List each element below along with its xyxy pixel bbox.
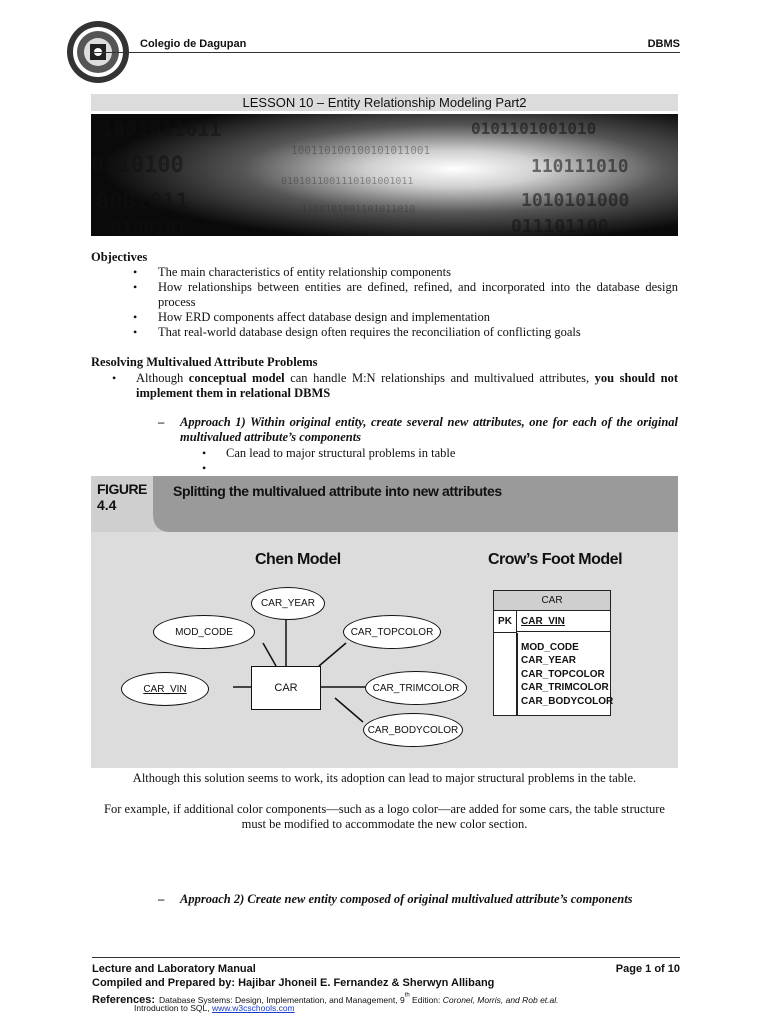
attr-car-topcolor: CAR_TOPCOLOR	[343, 615, 441, 649]
svg-text:1100101001101011010: 1100101001101011010	[301, 204, 416, 215]
section-heading: Resolving Multivalued Attribute Problems	[91, 355, 318, 369]
table-divider	[516, 633, 518, 715]
footer-reference-2: Introduction to SQL, www.w3cschools.com	[134, 1003, 295, 1013]
header-rule	[92, 52, 680, 53]
svg-text:110111010: 110111010	[531, 156, 629, 177]
objective-item: That real-world database design often requires the reconciliation of conflicting goals	[158, 325, 581, 339]
table-field: CAR_BODYCOLOR	[521, 695, 614, 707]
pk-field: CAR_VIN	[517, 611, 610, 632]
attr-car-trimcolor: CAR_TRIMCOLOR	[365, 671, 467, 705]
bullet-icon: •	[133, 325, 138, 339]
table-name: CAR	[494, 591, 610, 611]
svg-text:011101100: 011101100	[511, 216, 609, 236]
pk-label: PK	[494, 611, 517, 633]
table-field: CAR_YEAR	[521, 655, 577, 667]
dash-icon: –	[158, 892, 165, 906]
bullet-icon: •	[133, 280, 138, 294]
section-bullet-1: Although conceptual model can handle M:N relationships and multivalued attributes, you should not implement them in relational DBMS	[136, 371, 679, 400]
subject-label: DBMS	[647, 38, 680, 50]
bullet-icon: •	[112, 371, 117, 385]
svg-text:0100101: 0100101	[111, 218, 187, 236]
dash-icon: –	[158, 415, 165, 429]
approach-1-subitem: Can lead to major structural problems in table	[226, 446, 456, 460]
reference-link[interactable]: www.w3cschools.com	[211, 1003, 295, 1013]
figure-label: FIGURE	[97, 481, 147, 497]
objective-item: How ERD components affect database design and implementation	[158, 310, 490, 324]
attr-car-vin: CAR_VIN	[121, 672, 209, 706]
school-name: Colegio de Dagupan	[140, 38, 247, 50]
footer-rule	[92, 957, 680, 958]
svg-text:100110100100101011001: 100110100100101011001	[291, 144, 431, 157]
table-field: MOD_CODE	[521, 642, 579, 653]
figure-caption-1: Although this solution seems to work, its adoption can lead to major structural problems in the table.	[132, 771, 637, 785]
svg-text:0101011001110101001011: 0101011001110101001011	[281, 176, 414, 187]
svg-text:1010101000: 1010101000	[521, 190, 630, 211]
attr-car-year: CAR_YEAR	[251, 587, 325, 620]
approach-2: Approach 2) Create new entity composed of original multivalued attribute’s components	[180, 892, 633, 906]
figure-title: Splitting the multivalued attribute into new attributes	[173, 483, 502, 499]
bullet-icon: •	[202, 461, 207, 475]
bullet-icon: •	[133, 265, 138, 279]
approach-1: Approach 1) Within original entity, create several new attributes, one for each of the original multivalued attribute’s components	[180, 415, 678, 444]
footer-compiled: Compiled and Prepared by: Hajibar Jhoneil E. Fernandez & Sherwyn Allibang	[92, 977, 495, 989]
footer-page: Page 1 of 10	[615, 963, 680, 975]
svg-text:0110100: 0110100	[91, 153, 184, 178]
objective-item: The main characteristics of entity relationship components	[158, 265, 451, 279]
lesson-title: LESSON 10 – Entity Relationship Modeling Part2	[91, 94, 678, 111]
figure-number: 4.4	[97, 497, 117, 513]
bullet-icon: •	[202, 446, 207, 460]
binary-tunnel-banner	[91, 114, 678, 236]
table-field: CAR_TRIMCOLOR	[521, 682, 609, 694]
svg-text:0001011: 0001011	[96, 190, 189, 215]
figure-caption-2: For example, if additional color components—such as a logo color—are added for some cars, the table structure must be modified to accommodate the new color section.	[104, 802, 665, 831]
chen-model-title: Chen Model	[255, 551, 341, 568]
attr-car-bodycolor: CAR_BODYCOLOR	[363, 713, 463, 747]
crows-foot-title: Crow’s Foot Model	[488, 551, 623, 568]
table-fields	[521, 641, 613, 708]
crows-foot-table	[493, 590, 614, 716]
table-field: CAR_TOPCOLOR	[521, 668, 605, 680]
objectives-heading: Objectives	[91, 250, 148, 264]
svg-text:1001011011: 1001011011	[101, 117, 222, 141]
svg-text:0101101001010: 0101101001010	[471, 119, 597, 138]
footer-references: References: Database Systems: Design, Implementation, and Management, 9th Edition: Coronel, Morris, and Rob et.al.	[92, 992, 559, 1006]
bullet-icon: •	[133, 310, 138, 324]
chen-entity-car: CAR	[251, 666, 321, 710]
objective-item: How relationships between entities are defined, refined, and incorporated into the database design process	[158, 280, 678, 309]
footer-manual: Lecture and Laboratory Manual	[92, 963, 256, 975]
attr-mod-code: MOD_CODE	[153, 615, 255, 649]
figure-4-4	[91, 476, 678, 768]
